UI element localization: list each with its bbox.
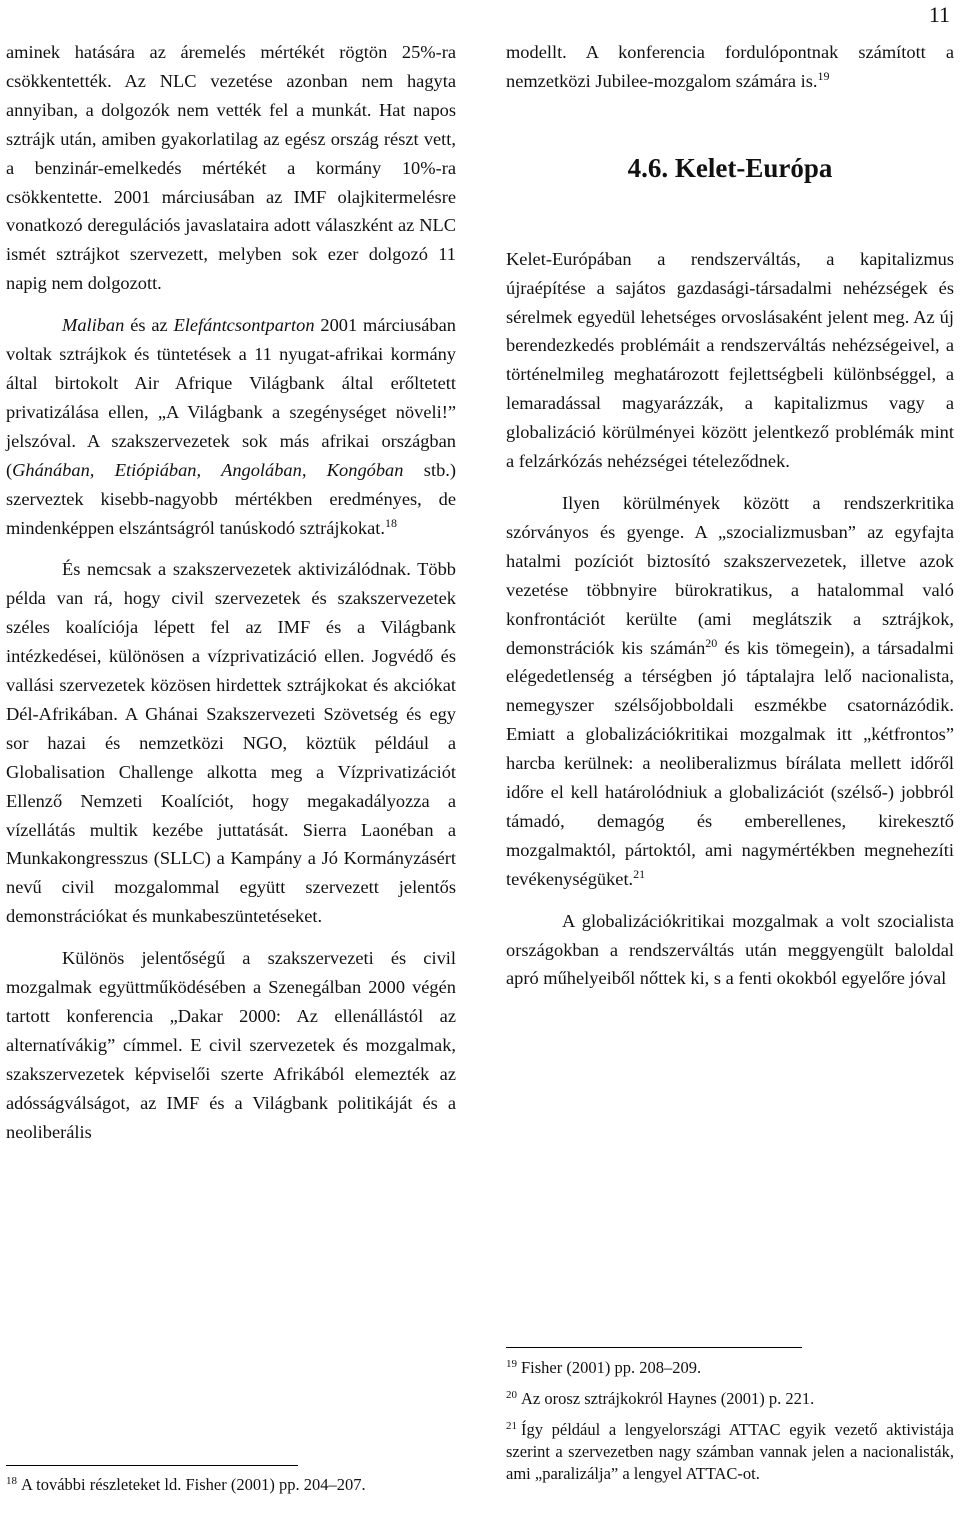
italic-country-list: Ghánában, Etiópiában, Angolában, Kongóban [12,459,404,480]
paragraph-dakar-2000: Különös jelentőségű a szakszervezeti és civil mozgalmak együttműködésében a Szenegálban 2000 végén tartott konferencia „Dakar 2000: Az ellenállástól az alternatívákig” címmel. E civil szervezetek és mozgalmak, szakszervezetek képviselői szerte Afrikából elemezték az adósságválságot, az IMF és a Világbank politikáját és a neoliberális [6,948,456,1142]
footnote-20 [506,1388,954,1410]
footnote-divider [6,1465,298,1466]
section-heading: 4.6. Kelet-Európa [627,152,833,183]
text-run: Ilyen körülmények között a rendszerkritika szórványos és gyenge. A „szocializmusban” az egyfajta hatalmi pozíciót biztosító szakszervezetek, illetve azok vezetése többnyire bürokratikus, a hatalommal való konfrontációt kerülte (ami meglátszik a sztrájkok, demonstrációk kis számán [506,492,954,658]
paragraph-eastern-europe: Kelet-Európában a rendszerváltás, a kapitalizmus újraépítése a sajátos gazdasági-társadalmi nehézségek és sérelmek egyedül lehetséges orvoslásaként jelent meg. Az új berendezkedés problémáit a rendszerváltás nehézségeivel, a történelmileg meghatározott fejlettségbeli különbséggel, a lemaradással magyarázzák, a kapitalizmus vagy a globalizáció körülményei között jelentkező problémák mint a felzárkózás nehézségei tételeződnek. [506,248,954,472]
left-column [6,38,456,1160]
footnote-divider [506,1347,802,1348]
footnote-number: 20 [506,1389,517,1401]
footnote-ref-19[interactable]: 19 [817,68,830,83]
footnote-ref-21[interactable]: 21 [633,866,646,881]
text-run: és kis tömegein), a társadalmi elégedetlenség a térségben jó táptalajra lelő nacionalista, nemegyszer szélsőjobboldali eszmékbe csatornázódik. Emiatt a globalizációkritikai mozgalmak itt „kétfrontos” harcba kerülnek: a neoliberalizmus bírálata mellett időről időre el kell határolódniuk a globalizációt (szélső-) jobbról támadó, demagóg és emberellenes, kirekesztő mozgalmaktól, pártoktól, ami nagymértékben megnehezíti tevékenységüket. [506,637,955,889]
footnote-18 [6,1474,456,1496]
italic-country-ivory-coast: Elefántcsontparton [173,315,315,336]
footnote-text: Az orosz sztrájkokról Haynes (2001) p. 221. [521,1389,815,1408]
footnote-text: Fisher (2001) pp. 208–209. [521,1358,702,1377]
text-run: stb.) szerveztek kisebb-nagyobb mértékben eredményes, de mindenképpen elszántságról tanúskodó sztrájkokat. [6,459,456,538]
text-run: modellt. A konferencia fordulópontnak számított a nemzetközi Jubilee-mozgalom számára is. [506,42,954,91]
paragraph-mali-ivory-coast [6,311,456,542]
footnote-number: 21 [506,1420,517,1432]
page-number: 11 [928,2,950,27]
footnote-text: A további részleteket ld. Fisher (2001) pp. 204–207. [21,1475,366,1494]
right-column [506,38,954,1006]
paragraph-jubilee [506,38,954,96]
footnote-text: Így például a lengyelországi ATTAC egyik vezető aktivistája szerint a szervezetben nagy számban vannak jelen a nacionalisták, ami „paralizálja” a lengyel ATTAC-ot. [506,1420,954,1483]
text-run: és az [124,315,174,336]
footnote-number: 19 [506,1358,517,1370]
footnote-ref-20[interactable]: 20 [705,635,718,650]
footnote-21 [506,1419,954,1485]
paragraph-civil-coalitions: És nemcsak a szakszervezetek aktivizálódnak. Több példa van rá, hogy civil szervezetek és szakszervezetek széles koalíciója lépett fel az IMF és a Világbank intézkedései, különösen a vízprivatizáció ellen. Jogvédő és vallási szervezetek közösen hirdettek sztrájkokat és akciókat Dél-Afrikában. A Ghánai Szakszervezeti Szövetség és egy sor hazai és nemzetközi NGO, köztük például a Globalisation Challenge alkotta meg a Vízprivatizációt Ellenző Nemzeti Koalíciót, hogy megakadályozza a vízellátás multik kezébe juttatását. Sierra Laonéban a Munkakongresszus (SLLC) a Kampány a Jó Kormányzásért nevű civil mozgalommal együtt szervezett jelentős demonstrációkat és munkabeszüntetéseket. [6,559,456,927]
paragraph-system-critique [506,489,954,894]
paragraph-left-workshops: A globalizációkritikai mozgalmak a volt szocialista országokban a rendszerváltás után meggyengült baloldal apró műhelyeiből nőttek ki, s a fenti okokból egyelőre jóval [506,910,954,989]
footnotes-left [6,1474,456,1505]
footnote-ref-18[interactable]: 18 [384,515,397,530]
paragraph-nlc-strikes: aminek hatására az áremelés mértékét rögtön 25%-ra csökkentették. Az NLC vezetése azonban nem hagyta annyiban, a dolgozók nem vették fel a munkát. Hat napos sztrájk után, amiben gyakorlatilag az egész ország részt vett, a benzinár-emelkedés mértékét a kormány 10%-ra csökkentette. 2001 márciusában az IMF olajkitermelésre vonatkozó deregulációs javaslataira adott válaszként az NLC ismét sztrájkot szervezett, melyben sok ezer dolgozó 11 napig nem dolgozott. [6,42,456,294]
footnote-number: 18 [6,1475,17,1487]
footnotes-right [506,1357,954,1494]
italic-country-mali: Maliban [62,315,125,336]
text-run: 2001 márciusában voltak sztrájkok és tüntetések a 11 nyugat-afrikai kormány által birtokolt Air Afrique Világbank által erőltetett privatizálása ellen, „A Világbank a szegénységet növeli!” jelszóval. A szakszervezetek sok más afrikai országban ( [6,315,456,480]
footnote-19 [506,1357,954,1379]
